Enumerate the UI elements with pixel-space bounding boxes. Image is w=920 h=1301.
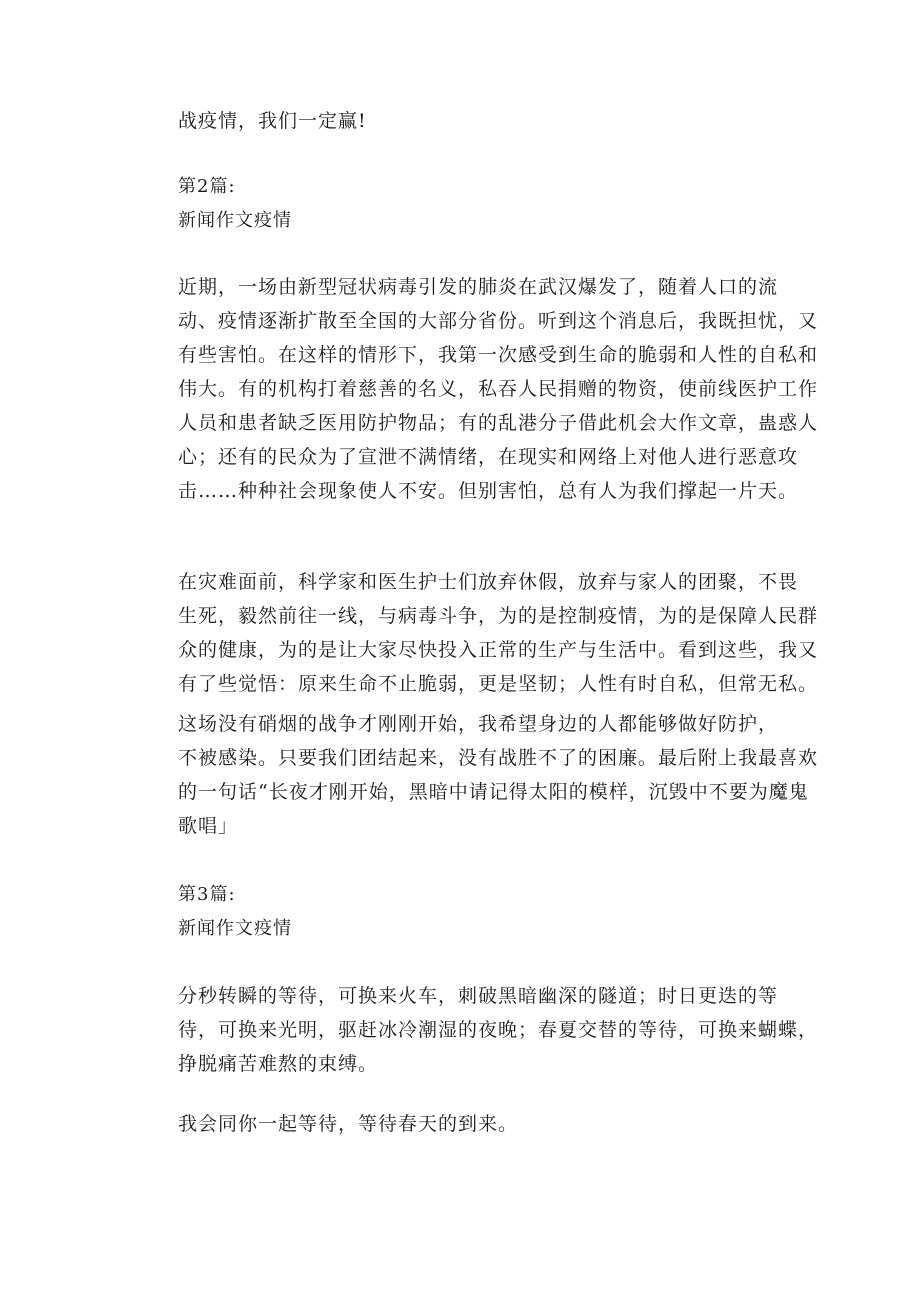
article2-paragraph-3	[178, 707, 819, 843]
paragraph-line: 众的健康，为的是让大家尽快投入正常的生产与生活中。看到这些，我又	[178, 639, 819, 661]
article2-paragraph-2	[178, 565, 819, 701]
paragraph-line: 击……种种社会现象使人不安。但别害怕，总有人为我们撑起一片天。	[178, 480, 799, 502]
paragraph-line: 动、疫情逐渐扩散至全国的大部分省份。听到这个消息后，我既担忧，又	[178, 310, 819, 332]
paragraph-line: 伟大。有的机构打着慈善的名义，私吞人民捐赠的物资，使前线医护工作	[178, 378, 819, 400]
article2-title: 新闻作文疫情	[178, 210, 292, 231]
paragraph-line: 待，可换来光明，驱赶冰冷潮湿的夜晚；春夏交替的等待，可换来蝴蝶，	[178, 1019, 819, 1041]
article2-paragraph-1	[178, 270, 819, 508]
article3-paragraph-1	[178, 979, 819, 1081]
paragraph-line: 不被感染。只要我们团结起来，没有战胜不了的困廉。最后附上我最喜欢	[178, 747, 819, 769]
article3-paragraph-2	[178, 1107, 780, 1141]
paragraph-line: 这场没有硝烟的战争才刚刚开始，我希望身边的人都能够做好防护，	[178, 713, 779, 735]
paragraph-line: 有了些觉悟：原来生命不止脆弱，更是坚韧；人性有时自私，但常无私。	[178, 673, 819, 695]
paragraph-line: 歌唱」	[178, 815, 239, 837]
intro-line: 战疫情，我们一定赢!	[178, 110, 367, 132]
paragraph-line: 分秒转瞬的等待，可换来火车，刺破黑暗幽深的隧道；时日更迭的等	[178, 985, 779, 1007]
paragraph-line: 我会同你一起等待，等待春天的到来。	[178, 1113, 519, 1135]
article2-number-label: 第2篇:	[178, 176, 236, 197]
paragraph-line: 在灾难面前，科学家和医生护士们放弃休假，放弃与家人的团聚，不畏	[178, 571, 799, 593]
paragraph-line: 的一句话“长夜才刚开始，黑暗中请记得太阳的模样，沉毁中不要为魔鬼	[178, 781, 809, 803]
paragraph-line: 挣脱痛苦难熬的束缚。	[178, 1053, 379, 1075]
article3-number-label: 第3篇:	[178, 884, 236, 905]
paragraph-line: 心；还有的民众为了宣泄不满情绪，在现实和网络上对他人进行恶意攻	[178, 446, 799, 468]
paragraph-line: 生死，毅然前往一线，与病毒斗争，为的是控制疫情，为的是保障人民群	[178, 605, 819, 627]
article3-title: 新闻作文疫情	[178, 918, 292, 939]
paragraph-line: 有些害怕。在这样的情形下，我第一次感受到生命的脆弱和人性的自私和	[178, 344, 819, 366]
paragraph-line: 近期，一场由新型冠状病毒引发的肺炎在武汉爆发了，随着人口的流	[178, 276, 779, 298]
paragraph-line: 人员和患者缺乏医用防护物品；有的乱港分子借此机会大作文章，蛊惑人	[178, 412, 819, 434]
